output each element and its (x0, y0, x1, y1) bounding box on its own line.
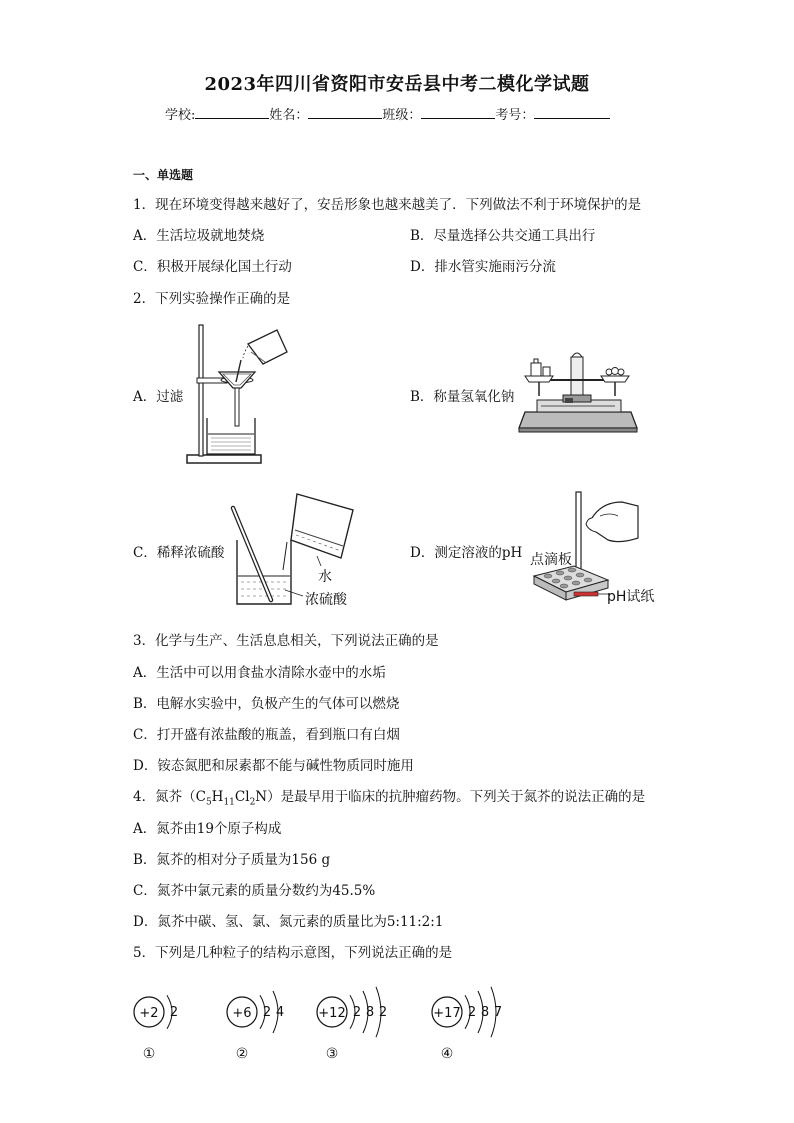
particle-1 (134, 995, 178, 1062)
shell-electron-count: 2 (352, 1005, 362, 1020)
particle-label: ③ (325, 1046, 339, 1062)
class-label: 班级： (382, 108, 422, 123)
formula-carbon: C (195, 789, 206, 805)
formula-hydrogen: H (211, 789, 224, 805)
shell-electron-count: 8 (480, 1005, 490, 1020)
q2-option-b: B．称量氢氧化钠 (410, 389, 515, 405)
q3-option-b: B．电解水实验中，负极产生的气体可以燃烧 (133, 696, 400, 712)
q1-option-a: A．生活垃圾就地焚烧 (133, 228, 265, 244)
nucleus-charge: +6 (232, 1006, 252, 1021)
class-blank[interactable] (421, 104, 495, 119)
balance-scale-illustration (515, 350, 640, 435)
page-title: 2023年四川省资阳市安岳县中考二模化学试题 (204, 74, 590, 95)
filtration-apparatus-illustration (185, 322, 295, 467)
number-label: 考号： (495, 108, 535, 123)
q2-stem: 2．下列实验操作正确的是 (133, 291, 291, 307)
formula-nitrogen: N (255, 789, 268, 805)
q2-option-d: D．测定溶液的pH (410, 545, 523, 561)
shell-electron-count: 8 (365, 1005, 375, 1020)
nucleus-charge: +2 (139, 1006, 159, 1021)
name-blank[interactable] (308, 104, 382, 119)
ph-paper-label: pH试纸 (607, 589, 655, 605)
particle-2 (227, 991, 284, 1062)
school-blank[interactable] (195, 104, 269, 119)
q3-stem: 3．化学与生产、生活息息相关，下列说法正确的是 (133, 633, 439, 649)
q1-option-b: B．尽量选择公共交通工具出行 (410, 228, 596, 244)
shell-electron-count: 7 (493, 1005, 503, 1020)
particle-label: ① (142, 1046, 156, 1062)
q4-option-a: A．氮芥由19个原子构成 (133, 821, 282, 837)
student-info-line (165, 104, 610, 123)
formula-hydrogen-count: 11 (223, 797, 235, 808)
formula-chlorine-count: 2 (249, 797, 256, 808)
particle-4 (432, 987, 502, 1062)
formula-carbon-count: 5 (205, 797, 212, 808)
q4-stem-pre: 4．氮芥（ (133, 789, 196, 805)
particle-3 (317, 987, 387, 1062)
nucleus-charge: +12 (318, 1006, 346, 1021)
q4-stem-post: ）是最早用于临床的抗肿瘤药物。下列关于氮芥的说法正确的是 (267, 789, 646, 805)
concentrated-acid-label: 浓硫酸 (305, 592, 347, 608)
q4-option-c: C．氮芥中氯元素的质量分数约为45.5% (133, 883, 376, 899)
q4-option-d: D．氮芥中碳、氢、氯、氮元素的质量比为5:11:2:1 (133, 914, 444, 930)
q2-option-c: C．稀释浓硫酸 (133, 545, 225, 561)
q1-option-c: C．积极开展绿化国土行动 (133, 259, 292, 275)
nucleus-charge: +17 (433, 1006, 461, 1021)
q1-option-d: D．排水管实施雨污分流 (410, 259, 556, 275)
water-label: 水 (318, 569, 332, 585)
q2-option-a: A．过滤 (133, 389, 184, 405)
number-blank[interactable] (534, 104, 610, 119)
particle-label: ② (235, 1046, 249, 1062)
school-label: 学校: (165, 108, 196, 123)
q4-stem (133, 785, 645, 808)
q1-stem: 1．现在环境变得越来越好了，安岳形象也越来越美了．下列做法不利于环境保护的是 (133, 197, 642, 213)
q4-option-b: B．氮芥的相对分子质量为156 g (133, 852, 331, 868)
shell-electron-count: 2 (378, 1005, 388, 1020)
shell-electron-count: 2 (467, 1005, 477, 1020)
q5-stem: 5．下列是几种粒子的结构示意图，下列说法正确的是 (133, 945, 453, 961)
shell-electron-count: 4 (275, 1005, 285, 1020)
shell-electron-count: 2 (262, 1005, 272, 1020)
particle-label: ④ (440, 1046, 454, 1062)
q3-option-a: A．生活中可以用食盐水清除水壶中的水垢 (133, 665, 386, 681)
atomic-structure-diagrams (125, 970, 525, 1065)
shell-electron-count: 2 (169, 1005, 179, 1020)
formula-chlorine: Cl (234, 789, 250, 805)
name-label: 姓名： (269, 108, 309, 123)
spot-plate-label: 点滴板 (530, 552, 572, 568)
q3-option-c: C．打开盛有浓盐酸的瓶盖，看到瓶口有白烟 (133, 727, 400, 743)
section-heading: 一、单选题 (133, 168, 194, 182)
q3-option-d: D．铵态氮肥和尿素都不能与碱性物质同时施用 (133, 758, 414, 774)
